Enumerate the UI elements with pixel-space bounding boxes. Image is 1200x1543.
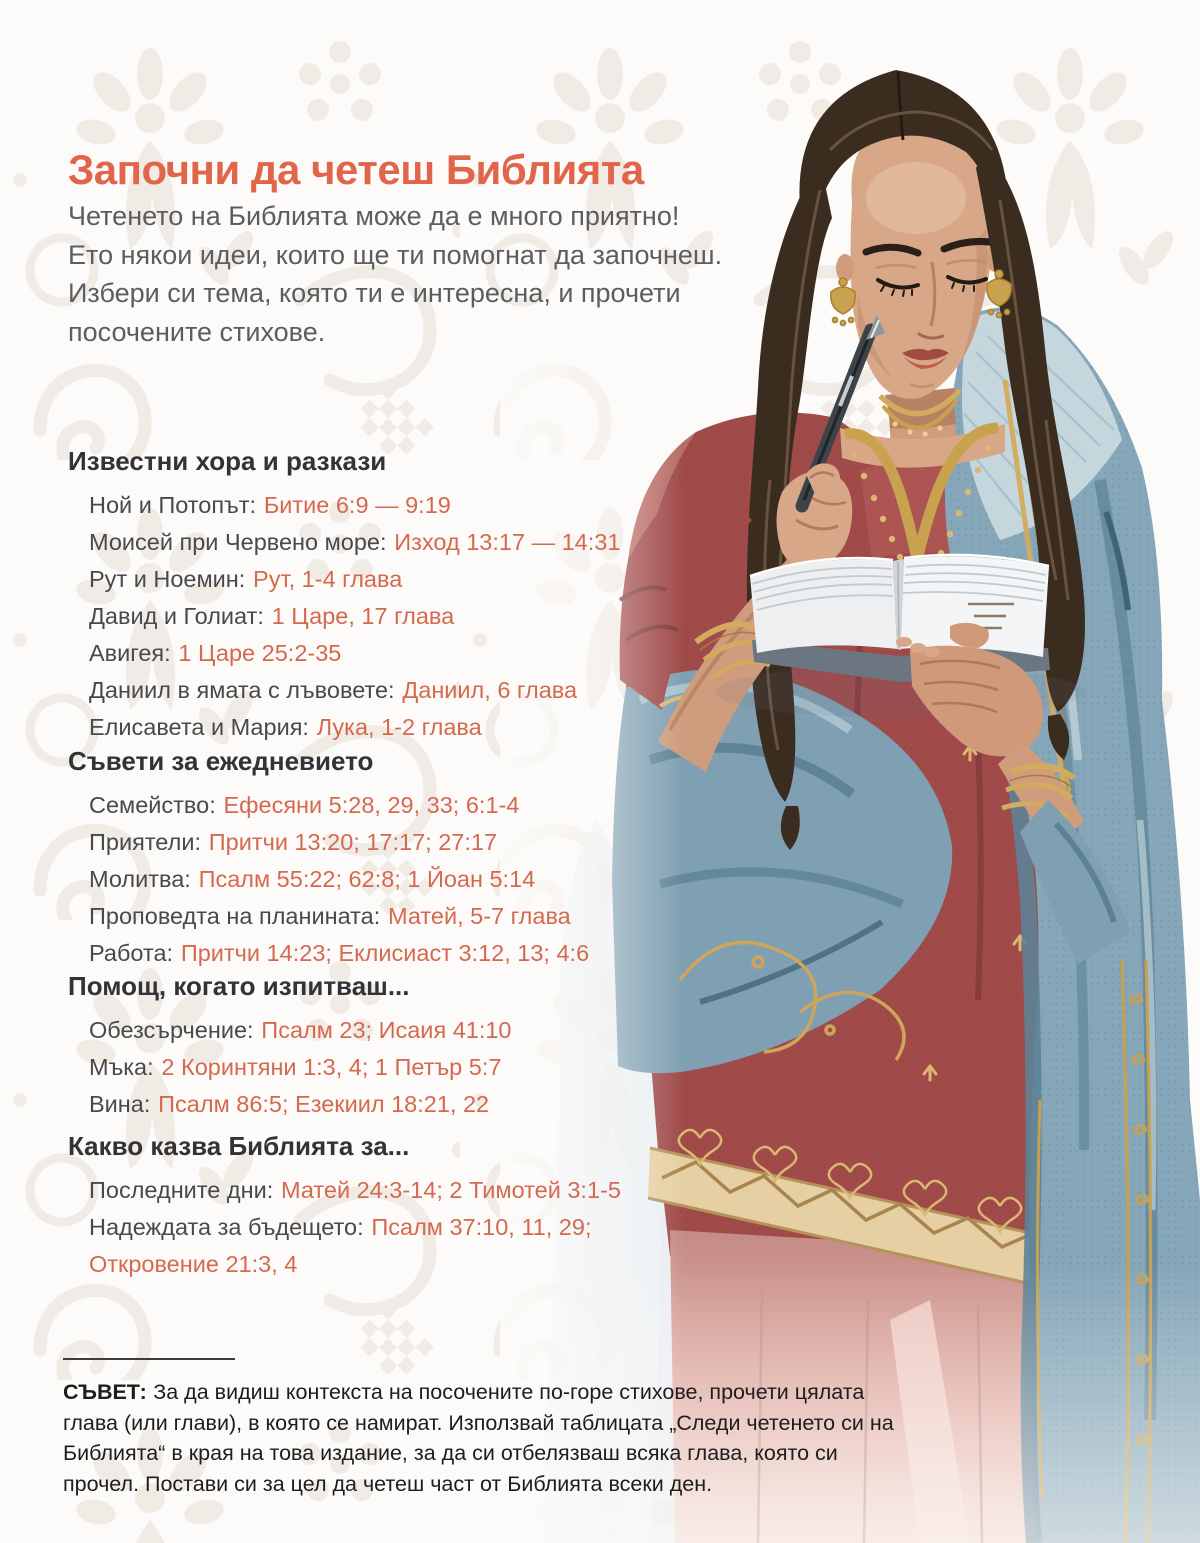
item-label: Вина: — [89, 1091, 151, 1117]
list-item — [89, 1012, 512, 1049]
intro-line: Ето някои идеи, които ще ти помогнат да започнеш. — [68, 239, 723, 270]
section-famous-people — [68, 446, 620, 746]
item-label: Моисей при Червено море: — [89, 529, 387, 555]
item-label: Ной и Потопът: — [89, 492, 257, 518]
section-heading: Известни хора и разкази — [68, 446, 387, 476]
section-daily-advice — [68, 746, 589, 972]
scripture-reference: Ефесяни 5:28, 29, 33; 6:1-4 — [223, 792, 520, 818]
scripture-reference: Притчи 13:20; 17:17; 27:17 — [208, 829, 498, 855]
item-label: Проповедта на планината: — [89, 903, 381, 929]
list-item — [89, 487, 620, 524]
scripture-reference: 1 Царе 25:2-35 — [178, 640, 342, 666]
item-label: Мъка: — [89, 1054, 154, 1080]
scripture-reference: Матей 24:3-14; 2 Тимотей 3:1-5 — [281, 1177, 621, 1203]
scripture-reference: Псалм 86:5; Езекиил 18:21, 22 — [158, 1091, 490, 1117]
section-heading: Съвети за ежедневието — [68, 746, 374, 776]
item-label: Надеждата за бъдещето: — [89, 1214, 364, 1240]
list-item — [89, 1172, 621, 1209]
item-label: Молитва: — [89, 866, 191, 892]
scripture-reference: Рут, 1-4 глава — [253, 566, 403, 592]
scripture-reference: Матей, 5-7 глава — [387, 903, 571, 929]
list-item-continuation — [89, 1246, 621, 1283]
list-item — [89, 1086, 512, 1123]
intro-line: Четенето на Библията може да е много приятно! — [68, 201, 680, 231]
tip-text: За да видиш контекста на посочените по-горе стихове, прочети цялата глава (или глави), в която се намират. Използвай таблицата „Следи четенето си на Библията“ в края на това издание, за да си отбелязваш всяка глава, която си прочел. Постави си за цел да четеш част от Библията всеки ден. — [63, 1380, 894, 1496]
list-item — [89, 1049, 512, 1086]
intro-line: посочените стихове. — [68, 316, 326, 347]
item-label: Давид и Голиат: — [89, 603, 264, 629]
scripture-reference: 2 Коринтяни 1:3, 4; 1 Петър 5:7 — [161, 1054, 502, 1080]
scripture-reference: Псалм 55:22; 62:8; 1 Йоан 5:14 — [198, 866, 536, 892]
scripture-reference: Битие 6:9 — 9:19 — [263, 492, 451, 518]
section-heading: Помощ, когато изпитваш... — [68, 971, 410, 1001]
divider-line — [63, 1358, 235, 1360]
list-item — [89, 787, 589, 824]
list-item — [89, 672, 620, 709]
item-label: Работа: — [89, 940, 174, 966]
item-label: Семейство: — [89, 792, 216, 818]
scripture-reference: Изход 13:17 — 14:31 — [394, 529, 621, 555]
item-label: Обезсърчение: — [89, 1017, 254, 1043]
item-label: Даниил в ямата с лъвовете: — [89, 677, 395, 703]
intro-line: Избери си тема, която ти е интересна, и прочети — [68, 278, 681, 308]
list-item — [89, 1209, 621, 1246]
scripture-reference: Притчи 14:23; Еклисиаст 3:12, 13; 4:6 — [180, 940, 590, 966]
tip-label: СЪВЕТ: — [63, 1380, 147, 1404]
list-item — [89, 824, 589, 861]
intro-paragraph — [68, 197, 722, 351]
page-title: Започни да четеш Библията — [68, 146, 644, 194]
tip-paragraph — [63, 1377, 908, 1499]
list-item — [89, 635, 620, 672]
list-item — [89, 898, 589, 935]
scripture-reference: 1 Царе, 17 глава — [271, 603, 455, 629]
section-help-when-feeling — [68, 971, 512, 1123]
section-what-bible-says — [68, 1131, 621, 1283]
list-item — [89, 524, 620, 561]
item-label: Последните дни: — [89, 1177, 274, 1203]
list-item — [89, 561, 620, 598]
scripture-reference: Псалм 37:10, 11, 29; — [371, 1214, 592, 1240]
item-label: Авигея: — [89, 640, 171, 666]
scripture-reference: Псалм 23; Исаия 41:10 — [261, 1017, 512, 1043]
list-item — [89, 709, 620, 746]
item-label: Елисавета и Мария: — [89, 714, 309, 740]
scripture-reference: Откровение 21:3, 4 — [89, 1251, 298, 1277]
scripture-reference: Даниил, 6 глава — [402, 677, 578, 703]
list-item — [89, 861, 589, 898]
list-item — [89, 598, 620, 635]
section-heading: Какво казва Библията за... — [68, 1131, 410, 1161]
list-item — [89, 935, 589, 972]
item-label: Приятели: — [89, 829, 201, 855]
item-label: Рут и Ноемин: — [89, 566, 246, 592]
scripture-reference: Лука, 1-2 глава — [316, 714, 482, 740]
tip-footer — [63, 1358, 908, 1499]
